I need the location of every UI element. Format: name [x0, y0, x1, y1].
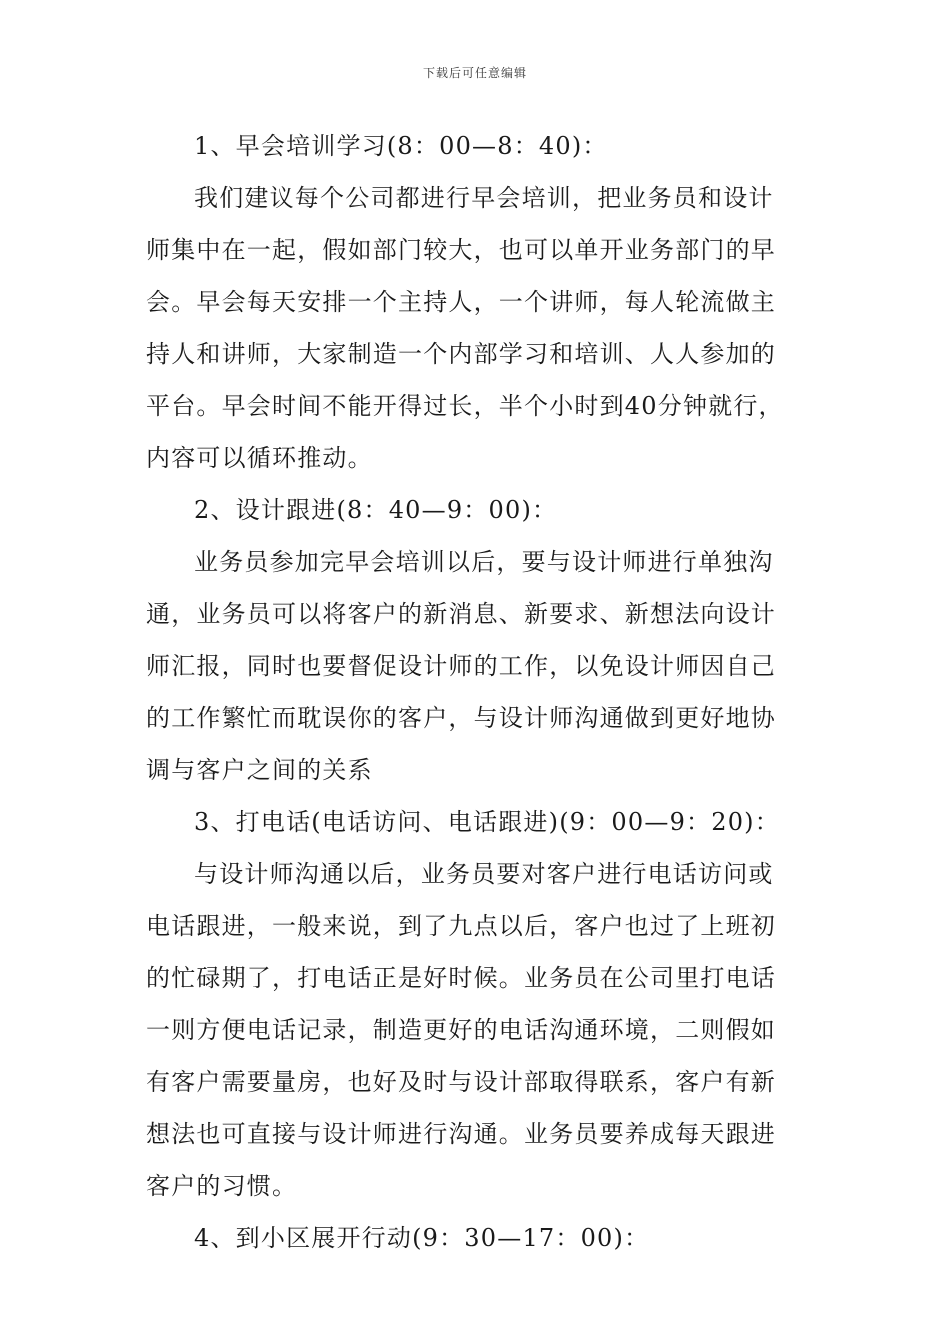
- paragraph-line: 业务员参加完早会培训以后，要与设计师进行单独沟: [194, 548, 774, 576]
- paragraph-line: 调与客户之间的关系: [146, 756, 373, 784]
- paragraph-line: 师汇报，同时也要督促设计师的工作，以免设计师因自己: [146, 652, 776, 680]
- paragraph-line: 电话跟进，一般来说，到了九点以后，客户也过了上班初: [146, 912, 776, 940]
- paragraph-line: 内容可以循环推动。: [146, 444, 373, 472]
- paragraph-line: 有客户需要量房，也好及时与设计部取得联系，客户有新: [146, 1068, 776, 1096]
- paragraph-line: 客户的习惯。: [146, 1172, 298, 1200]
- section-heading-3: 3、打电话(电话访问、电话跟进)(9：00—9：20)：: [194, 808, 780, 836]
- paragraph-line: 会。早会每天安排一个主持人，一个讲师，每人轮流做主: [146, 288, 776, 316]
- section-heading-4: 4、到小区展开行动(9：30—17：00)：: [194, 1224, 650, 1252]
- section-heading-1: 1、早会培训学习(8：00—8：40)：: [194, 132, 608, 160]
- paragraph-line: 我们建议每个公司都进行早会培训，把业务员和设计: [194, 184, 774, 212]
- paragraph-line: 的工作繁忙而耽误你的客户，与设计师沟通做到更好地协: [146, 704, 776, 732]
- paragraph-line: 持人和讲师，大家制造一个内部学习和培训、人人参加的: [146, 340, 776, 368]
- paragraph-line: 平台。早会时间不能开得过长，半个小时到40分钟就行，: [146, 392, 784, 420]
- section-heading-2: 2、设计跟进(8：40—9：00)：: [194, 496, 558, 524]
- page-header-note: 下载后可任意编辑: [422, 66, 527, 80]
- paragraph-line: 通，业务员可以将客户的新消息、新要求、新想法向设计: [146, 600, 776, 628]
- paragraph-line: 的忙碌期了，打电话正是好时候。业务员在公司里打电话: [146, 964, 776, 992]
- paragraph-line: 想法也可直接与设计师进行沟通。业务员要养成每天跟进: [146, 1120, 776, 1148]
- paragraph-line: 师集中在一起，假如部门较大，也可以单开业务部门的早: [146, 236, 776, 264]
- paragraph-line: 与设计师沟通以后，业务员要对客户进行电话访问或: [194, 860, 774, 888]
- paragraph-line: 一则方便电话记录，制造更好的电话沟通环境，二则假如: [146, 1016, 776, 1044]
